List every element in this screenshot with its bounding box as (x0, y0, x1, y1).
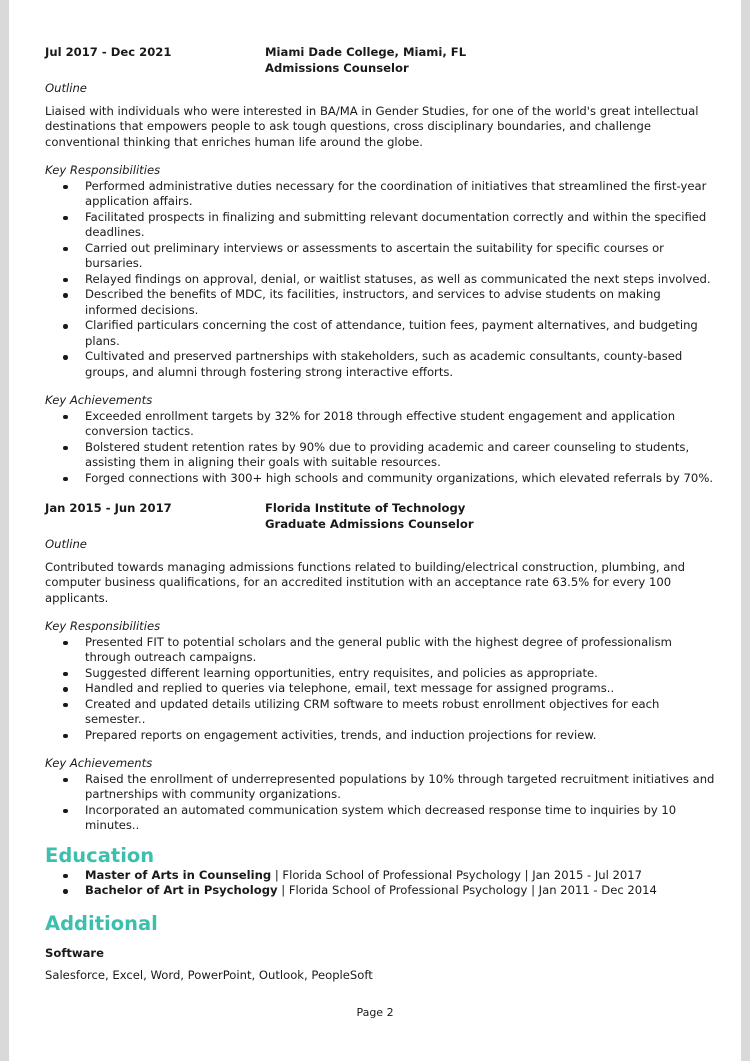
additional-heading: Additional (45, 911, 158, 935)
resume-content (45, 45, 715, 984)
list-item: Created and updated details utilizing CRM software to meets robust enrollment objectives for each semester.. (85, 697, 715, 728)
list-item: Presented FIT to potential scholars and the general public with the highest degree of professionalism through outreach campaigns. (85, 635, 715, 666)
responsibilities-list (45, 635, 715, 744)
list-item: Facilitated prospects in finalizing and submitting relevant documentation correctly and within the specified deadlines. (85, 210, 715, 241)
education-item (85, 868, 715, 884)
job-entry (45, 45, 715, 486)
list-item: Prepared reports on engagement activities, trends, and induction projections for review. (85, 728, 715, 744)
job-dates: Jan 2015 - Jun 2017 (45, 501, 172, 515)
list-item: Carried out preliminary interviews or assessments to ascertain the suitability for specific courses or bursaries. (85, 241, 715, 272)
degree-name: Bachelor of Art in Psychology (85, 883, 278, 897)
outline-label: Outline (45, 81, 87, 95)
responsibilities-list (45, 179, 715, 381)
list-item: Suggested different learning opportunities, entry requisites, and policies as appropriate. (85, 666, 715, 682)
list-item: Forged connections with 300+ high schools and community organizations, which elevated referrals by 70%. (85, 470, 714, 485)
responsibilities-label: Key Responsibilities (45, 619, 161, 633)
education-list (45, 868, 715, 899)
achievements-list (45, 772, 715, 834)
outline-label: Outline (45, 537, 87, 551)
list-item: Bolstered student retention rates by 90% due to providing academic and career counseling to students, assisting them in aligning their goals with suitable resources. (85, 440, 715, 471)
job-organization: Miami Dade College, Miami, FL (265, 45, 467, 59)
achievements-list (45, 409, 715, 487)
list-item: Cultivated and preserved partnerships with stakeholders, such as academic consultants, county-based groups, and alumni through fostering strong interactive efforts. (85, 349, 715, 380)
list-item: Exceeded enrollment targets by 32% for 2018 through effective student engagement and application conversion tactics. (85, 409, 715, 440)
outline-text: Liaised with individuals who were interested in BA/MA in Gender Studies, for one of the world's great intellectual destinations that empowers people to ask tough questions, cross disciplinary boundaries, and challenge conventional thinking that enriches human life around the globe. (45, 103, 699, 149)
job-header (45, 45, 715, 76)
resume-page (9, 0, 741, 1061)
list-item: Clarified particulars concerning the cost of attendance, tuition fees, payment alternatives, and budgeting plans. (85, 318, 715, 349)
list-item: Handled and replied to queries via telephone, email, text message for assigned programs.. (85, 681, 715, 697)
job-organization: Florida Institute of Technology (265, 501, 466, 515)
job-title: Admissions Counselor (265, 60, 409, 75)
software-label: Software (45, 945, 105, 960)
education-item (85, 883, 715, 899)
page-number: Page 2 (356, 1006, 394, 1019)
job-dates: Jul 2017 - Dec 2021 (45, 45, 172, 59)
degree-detail: | Florida School of Professional Psychology | Jan 2011 - Dec 2014 (277, 883, 657, 897)
achievements-label: Key Achievements (45, 756, 153, 770)
list-item: Relayed findings on approval, denial, or waitlist statuses, as well as communicated the next steps involved. (85, 272, 715, 288)
responsibilities-label: Key Responsibilities (45, 163, 161, 177)
achievements-label: Key Achievements (45, 393, 153, 407)
job-title: Graduate Admissions Counselor (265, 516, 474, 531)
list-item: Incorporated an automated communication system which decreased response time to inquiries by 10 minutes.. (85, 803, 715, 834)
degree-detail: | Florida School of Professional Psychology | Jan 2015 - Jul 2017 (271, 867, 643, 882)
job-header (45, 501, 715, 532)
list-item: Raised the enrollment of underrepresented populations by 10% through targeted recruitment initiatives and partnerships with community organizations. (85, 771, 715, 801)
list-item: Performed administrative duties necessary for the coordination of initiatives that streamlined the first-year application affairs. (85, 179, 715, 210)
degree-name: Master of Arts in Counseling (85, 867, 272, 882)
job-entry (45, 501, 715, 834)
education-heading: Education (45, 843, 155, 867)
outline-text: Contributed towards managing admissions functions related to building/electrical construction, plumbing, and computer business qualifications, for an accredited institution with an acceptance rate 63.5% for every 100 applicants. (45, 559, 686, 605)
list-item: Described the benefits of MDC, its facilities, instructors, and services to advise students on making informed decisions. (85, 287, 715, 318)
software-list: Salesforce, Excel, Word, PowerPoint, Outlook, PeopleSoft (45, 968, 373, 982)
